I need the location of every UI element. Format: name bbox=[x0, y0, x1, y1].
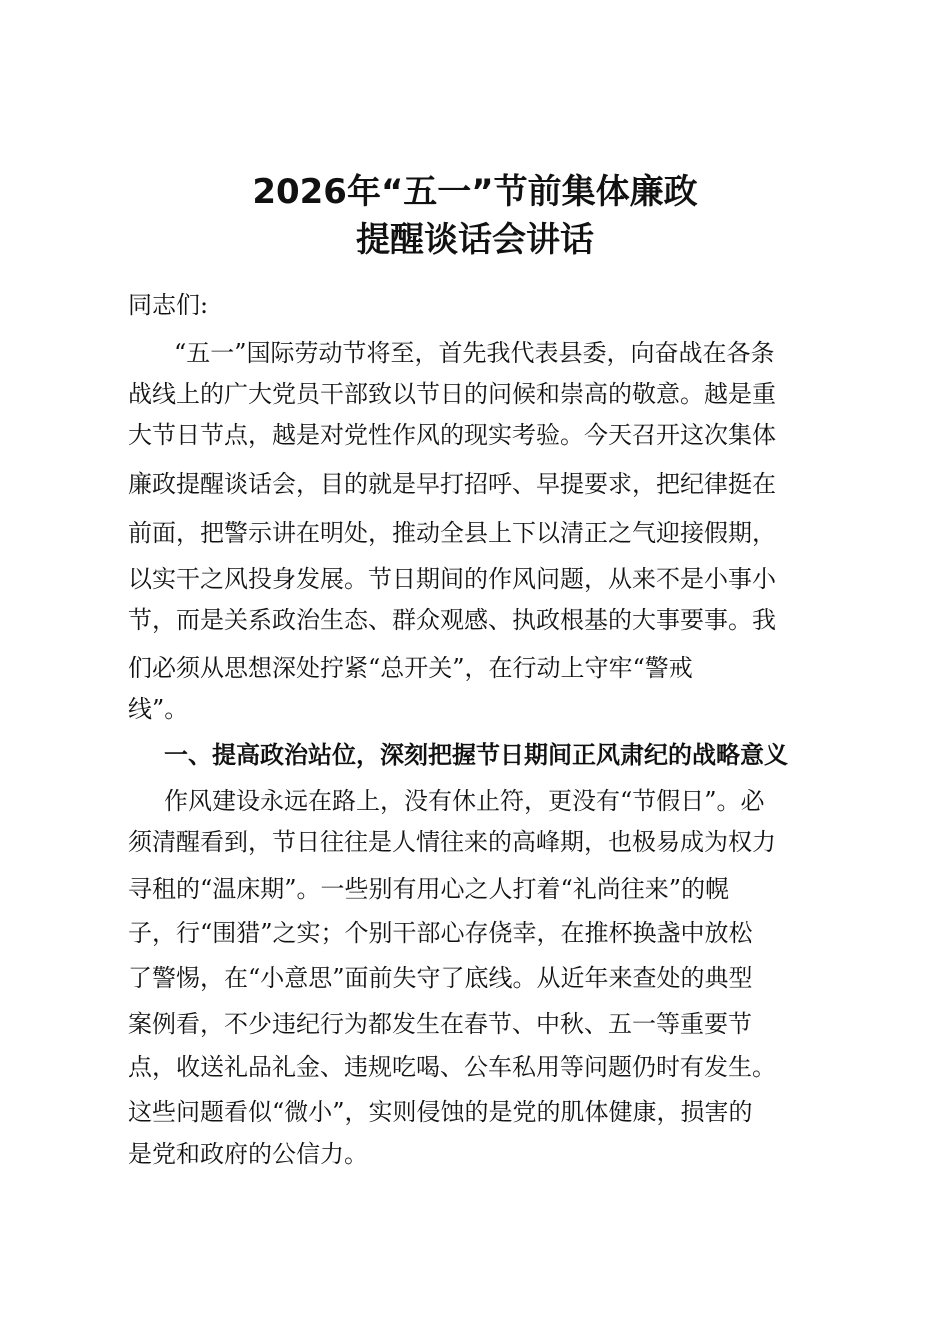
paragraph-line: 是党和政府的公信力。 bbox=[128, 1140, 368, 1168]
paragraph-line: 子，行“围猎”之实；个别干部心存侥幸，在推杯换盏中放松 bbox=[128, 919, 753, 947]
paragraph-line: “五一”国际劳动节将至，首先我代表县委，向奋战在各条 bbox=[174, 339, 775, 367]
paragraph-line: 们必须从思想深处拧紧“总开关”，在行动上守牢“警戒 bbox=[128, 654, 693, 682]
paragraph-line: 前面，把警示讲在明处，推动全县上下以清正之气迎接假期， bbox=[128, 519, 776, 547]
paragraph-line: 节，而是关系政治生态、群众观感、执政根基的大事要事。我 bbox=[128, 606, 776, 634]
paragraph-line: 廉政提醒谈话会，目的就是早打招呼、早提要求，把纪律挺在 bbox=[128, 470, 776, 498]
paragraph-line: 这些问题看似“微小”，实则侵蚀的是党的肌体健康，损害的 bbox=[128, 1098, 753, 1126]
section-heading-1: 一、提高政治站位，深刻把握节日期间正风肃纪的战略意义 bbox=[164, 741, 788, 769]
paragraph-line: 案例看，不少违纪行为都发生在春节、中秋、五一等重要节 bbox=[128, 1010, 752, 1038]
salutation: 同志们: bbox=[128, 291, 209, 319]
paragraph-line: 点，收送礼品礼金、违规吃喝、公车私用等问题仍时有发生。 bbox=[128, 1053, 776, 1081]
paragraph-line: 寻租的“温床期”。一些别有用心之人打着“礼尚往来”的幌 bbox=[128, 875, 730, 903]
paragraph-line: 线”。 bbox=[128, 695, 189, 723]
paragraph-line: 大节日节点，越是对党性作风的现实考验。今天召开这次集体 bbox=[128, 421, 776, 449]
paragraph-line: 作风建设永远在路上，没有休止符，更没有“节假日”。必 bbox=[164, 787, 765, 815]
paragraph-line: 须清醒看到，节日往往是人情往来的高峰期，也极易成为权力 bbox=[128, 828, 776, 856]
document-title-line-1: 2026年“五一”节前集体廉政 bbox=[252, 172, 698, 212]
paragraph-line: 战线上的广大党员干部致以节日的问候和崇高的敬意。越是重 bbox=[128, 380, 776, 408]
paragraph-line: 了警惕，在“小意思”面前失守了底线。从近年来查处的典型 bbox=[128, 964, 753, 992]
document-title-line-2: 提醒谈话会讲话 bbox=[356, 220, 594, 260]
paragraph-line: 以实干之风投身发展。节日期间的作风问题，从来不是小事小 bbox=[128, 565, 776, 593]
